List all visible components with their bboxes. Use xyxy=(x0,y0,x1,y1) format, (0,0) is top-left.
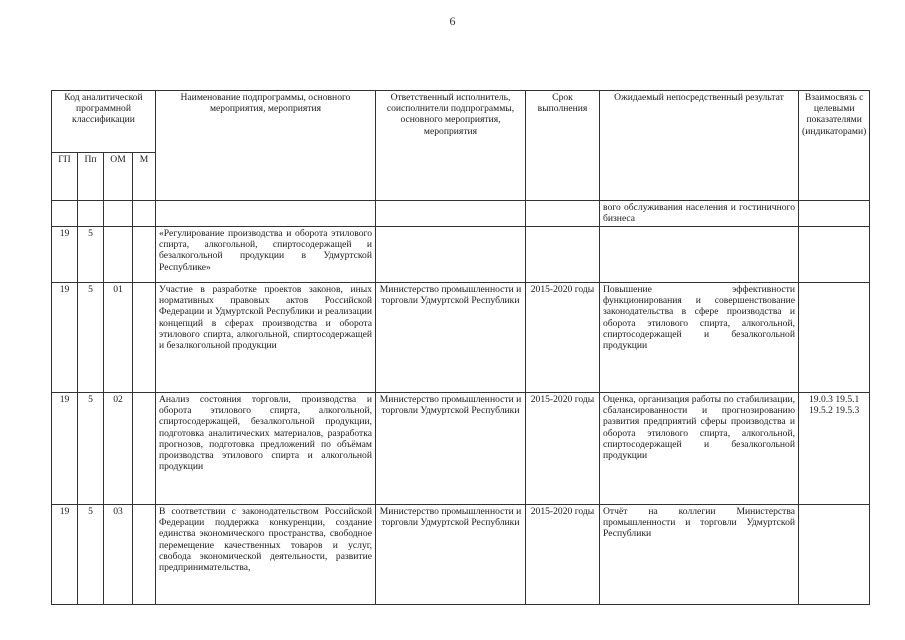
cell-gp: 19 xyxy=(52,283,78,393)
cell-pp xyxy=(78,201,104,227)
cell-m xyxy=(133,227,156,283)
header-term: Срок выполнения xyxy=(526,91,600,201)
cell-pp: 5 xyxy=(78,227,104,283)
table-row xyxy=(52,283,870,393)
cell-om: 01 xyxy=(104,283,133,393)
cell-term: 2015-2020 годы xyxy=(526,393,600,505)
cell-link: 19.0.3 19.5.1 19.5.2 19.5.3 xyxy=(799,393,870,505)
page-number: 6 xyxy=(449,14,456,28)
header-link: Взаимосвязь с целевыми показателями (индикаторами) xyxy=(799,91,870,201)
header-m: М xyxy=(133,153,156,201)
cell-gp: 19 xyxy=(52,393,78,505)
cell-name: Анализ состояния торговли, производства и оборота этилового спирта, алкогольной, спиртосодержащей, безалкогольной продукции, подготовка аналитических материалов, разработка прогнозов, подготовка предложений по объёмам производства этилового спирта и алкогольной продукции xyxy=(156,393,376,505)
cell-om xyxy=(104,201,133,227)
header-name: Наименование подпрограммы, основного мероприятия, мероприятия xyxy=(156,91,376,201)
cell-link xyxy=(799,227,870,283)
cell-responsible: Министерство промышленности и торговли Удмуртской Республики xyxy=(376,283,526,393)
cell-responsible xyxy=(376,201,526,227)
cell-gp xyxy=(52,201,78,227)
program-table xyxy=(51,90,870,605)
header-code-group: Код аналитической программной классификации xyxy=(52,91,156,153)
table-row xyxy=(52,505,870,605)
table-row xyxy=(52,227,870,283)
cell-link xyxy=(799,505,870,605)
cell-om xyxy=(104,227,133,283)
cell-result xyxy=(600,227,799,283)
cell-term: 2015-2020 годы xyxy=(526,283,600,393)
cell-link xyxy=(799,283,870,393)
header-responsible: Ответственный исполнитель, соисполнители подпрограммы, основного мероприятия, мероприятия xyxy=(376,91,526,201)
cell-responsible xyxy=(376,227,526,283)
cell-name xyxy=(156,201,376,227)
cell-om: 03 xyxy=(104,505,133,605)
cell-pp: 5 xyxy=(78,393,104,505)
cell-responsible: Министерство промышленности и торговли Удмуртской Республики xyxy=(376,393,526,505)
cell-name: В соответствии с законодательством Российской Федерации поддержка конкуренции, создание единства экономического пространства, свободное перемещение качественных товаров и услуг, свобода экономической деятельности, развитие предпринимательства, xyxy=(156,505,376,605)
header-row xyxy=(52,91,870,153)
cell-result: Повышение эффективности функционирования и совершенствование законодательства в сфере производства и оборота этилового спирта, алкогольной, спиртосодержащей и безалкогольной продукции xyxy=(600,283,799,393)
cell-m xyxy=(133,505,156,605)
cell-om: 02 xyxy=(104,393,133,505)
cell-pp: 5 xyxy=(78,283,104,393)
cell-result: Оценка, организация работы по стабилизации, сбалансированности и прогнозированию развития предприятий сферы производства и оборота этилового спирта, алкогольной, спиртосодержащей и безалкогольной продукции xyxy=(600,393,799,505)
header-om: ОМ xyxy=(104,153,133,201)
cell-pp: 5 xyxy=(78,505,104,605)
cell-responsible: Министерство промышленности и торговли Удмуртской Республики xyxy=(376,505,526,605)
cell-term xyxy=(526,227,600,283)
cell-m xyxy=(133,393,156,505)
cell-result: вого обслуживания населения и гостиничного бизнеса xyxy=(600,201,799,227)
header-result: Ожидаемый непосредственный результат xyxy=(600,91,799,201)
cell-name: «Регулирование производства и оборота этилового спирта, алкогольной, спиртосодержащей и безалкогольной продукции в Удмуртской Республике» xyxy=(156,227,376,283)
cell-link xyxy=(799,201,870,227)
cell-m xyxy=(133,201,156,227)
cell-name: Участие в разработке проектов законов, иных нормативных правовых актов Российской Федерации и Удмуртской Республики и реализации концепций в сферах производства и оборота этилового спирта, алкогольной, спиртосодержащей и безалкогольной продукции xyxy=(156,283,376,393)
header-gp: ГП xyxy=(52,153,78,201)
cell-gp: 19 xyxy=(52,505,78,605)
header-pp: Пп xyxy=(78,153,104,201)
table-row xyxy=(52,201,870,227)
cell-gp: 19 xyxy=(52,227,78,283)
cell-term: 2015-2020 годы xyxy=(526,505,600,605)
cell-result: Отчёт на коллегии Министерства промышленности и торговли Удмуртской Республики xyxy=(600,505,799,605)
table-row xyxy=(52,393,870,505)
cell-m xyxy=(133,283,156,393)
cell-term xyxy=(526,201,600,227)
